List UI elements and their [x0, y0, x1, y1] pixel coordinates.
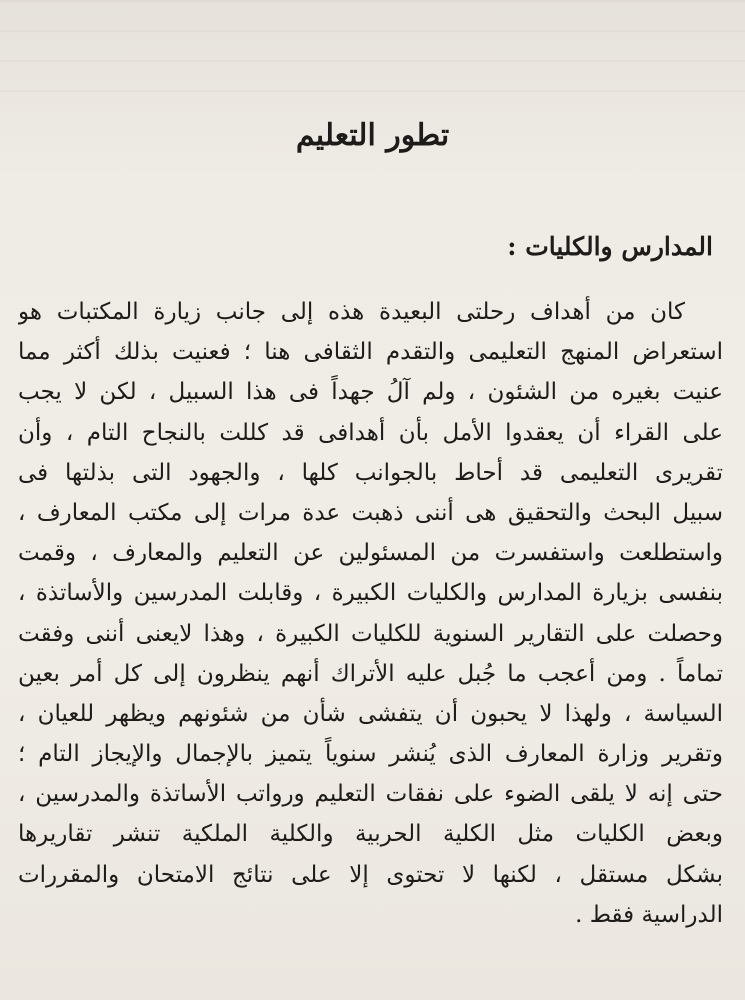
paragraph-line: وحصلت على التقارير السنوية للكليات الكبيرة ، وهذا لايعنى أننى وفقت [18, 620, 723, 647]
paragraph-line: بشكل مستقل ، لكنها لا تحتوى إلا على نتائج الامتحان والمقررات [18, 861, 723, 888]
paragraph-line: حتى إنه لا يلقى الضوء على نفقات التعليم ورواتب الأساتذة والمدرسين ، [18, 781, 723, 808]
previous-page-bleed-through [0, 0, 745, 110]
section-heading: المدارس والكليات : [507, 232, 713, 261]
paragraph-line: وتقرير وزارة المعارف الذى يُنشر سنوياً يتميز بالإجمال والإيجاز التام ؛ [18, 741, 723, 768]
paragraph-line: السياسة ، ولهذا لا يحبون أن يتفشى شأن من شئونهم ويظهر للعيان ، [18, 700, 723, 727]
paragraph [18, 292, 723, 935]
page-title: تطور التعليم [295, 118, 450, 153]
paragraph-line: سبيل البحث والتحقيق هى أننى ذهبت عدة مرات إلى مكتب المعارف ، [18, 499, 723, 526]
paragraph-line: عنيت بغيره من الشئون ، ولم آلُ جهداً فى هذا السبيل ، لكن لا يجب [18, 379, 723, 406]
paragraph-line: واستطلعت واستفسرت من المسئولين عن التعليم والمعارف ، وقمت [18, 540, 723, 567]
paragraph-line: كان من أهداف رحلتى البعيدة هذه إلى جانب زيارة المكتبات هو [18, 299, 685, 325]
paragraph-line: الدراسية فقط . [575, 901, 723, 928]
paragraph-line: بنفسى بزيارة المدارس والكليات الكبيرة ، وقابلت المدرسين والأساتذة ، [18, 580, 723, 607]
paragraph-line: استعراض المنهج التعليمى والتقدم الثقافى هنا ؛ فعنيت بذلك أكثر مما [18, 339, 723, 366]
paragraph-line: وبعض الكليات مثل الكلية الحربية والكلية الملكية تنشر تقاريرها [18, 821, 723, 848]
paragraph-line: على القراء أن يعقدوا الأمل بأن أهدافى قد كللت بالنجاح التام ، وأن [18, 419, 723, 446]
paragraph-line: تقريرى التعليمى قد أحاط بالجوانب كلها ، والجهود التى بذلتها فى [18, 459, 723, 486]
paragraph-line: تماماً . ومن أعجب ما جُبل عليه الأتراك أنهم ينظرون إلى كل أمر بعين [18, 660, 723, 687]
